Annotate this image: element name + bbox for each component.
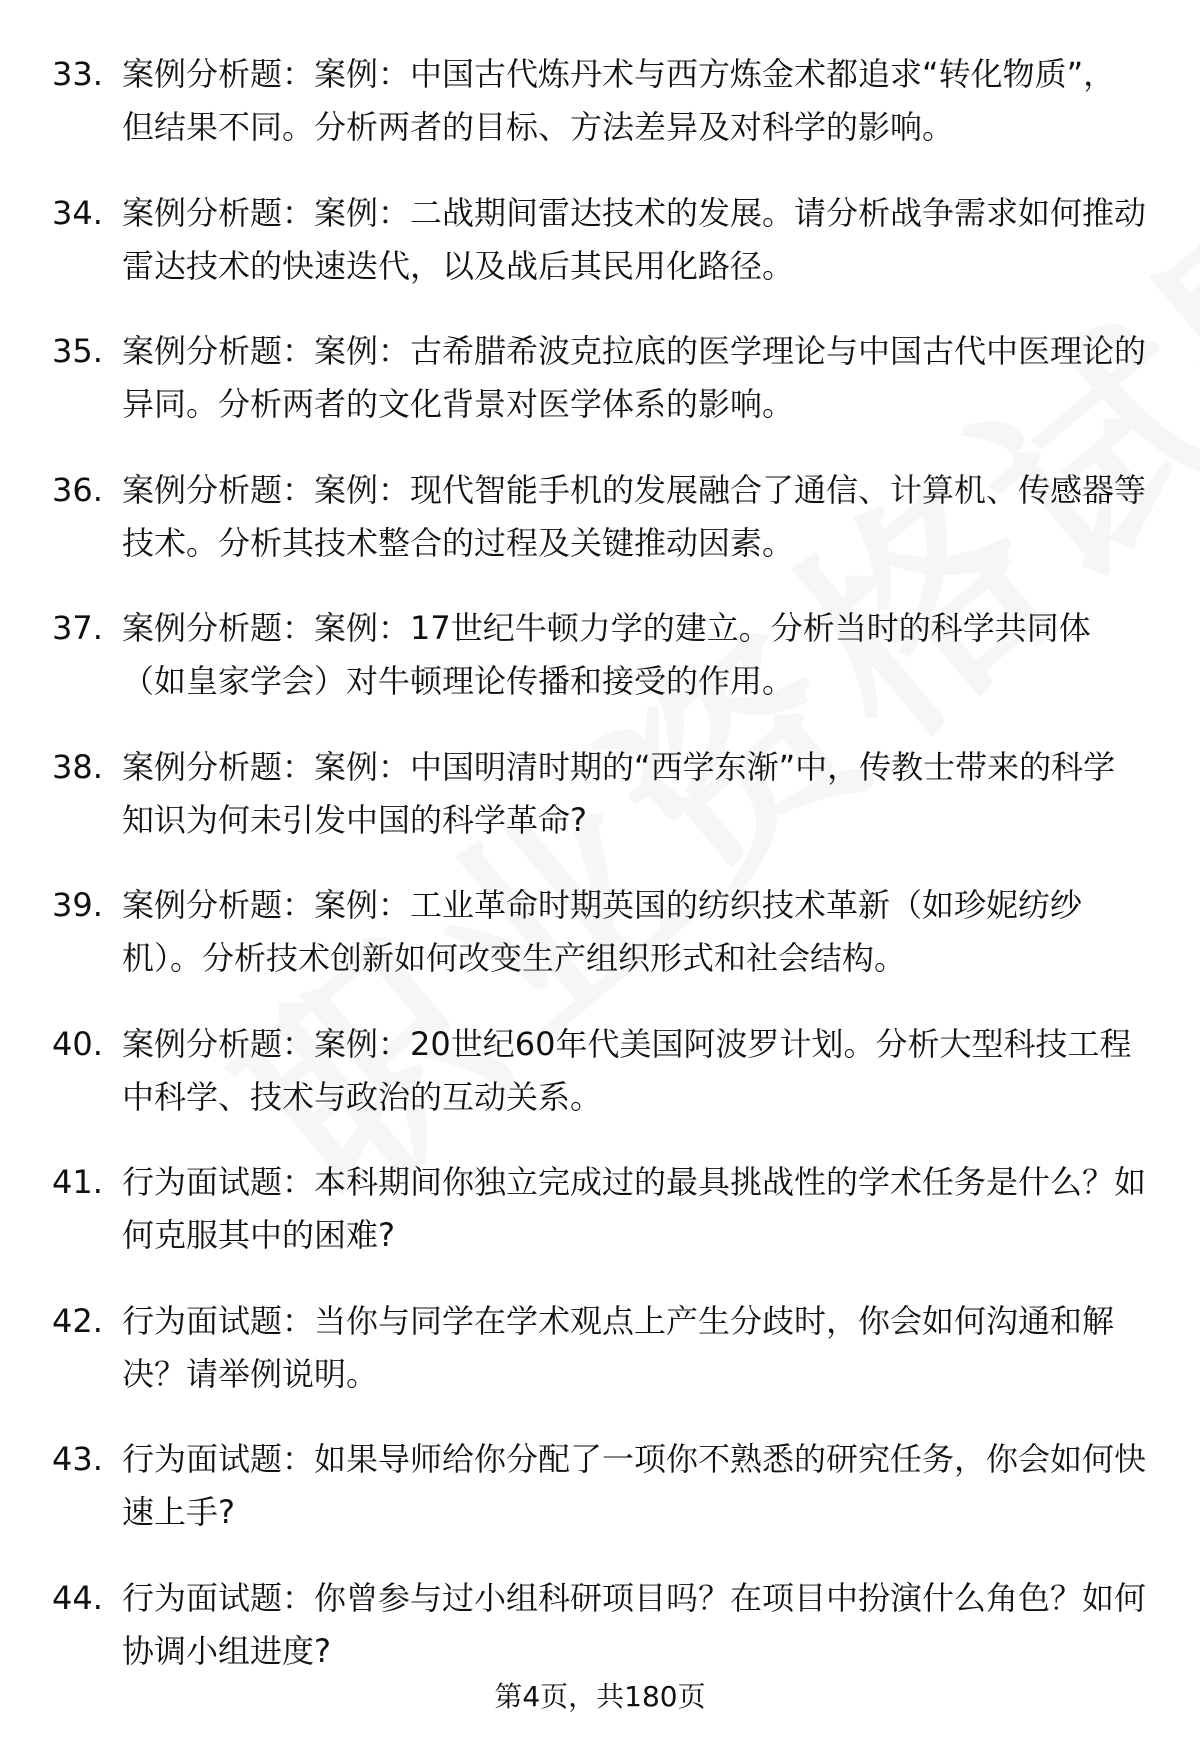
list-item (52, 187, 1152, 293)
list-item (52, 1433, 1152, 1539)
question-number: 43. (52, 1440, 103, 1478)
question-text: 案例分析题：案例：现代智能手机的发展融合了通信、计算机、传感器等技术。分析其技术整合的过程及关键推动因素。 (122, 470, 1147, 562)
list-item (52, 464, 1152, 570)
list-item (52, 879, 1152, 985)
question-number: 36. (52, 470, 103, 509)
question-number: 41. (52, 1163, 103, 1201)
question-text: 案例分析题：案例：17世纪牛顿力学的建立。分析当时的科学共同体（如皇家学会）对牛顿理论传播和接受的作用。 (122, 609, 1091, 700)
list-item (52, 602, 1152, 708)
question-text: 行为面试题：本科期间你独立完成过的最具挑战性的学术任务是什么？如何克服其中的困难? (122, 1163, 1147, 1254)
question-text: 行为面试题：你曾参与过小组科研项目吗？在项目中扮演什么角色？如何协调小组进度? (122, 1578, 1147, 1670)
question-number: 42. (52, 1301, 103, 1340)
question-text: 案例分析题：案例：中国明清时期的“西学东渐”中，传教士带来的科学知识为何未引发中国的科学革命? (122, 747, 1116, 839)
list-item (52, 741, 1152, 847)
question-number: 38. (52, 747, 103, 786)
page-footer: 第4页，共180页 (494, 1680, 706, 1713)
question-number: 37. (52, 609, 103, 647)
list-item (52, 1572, 1152, 1678)
question-number: 40. (52, 1024, 103, 1063)
question-text: 行为面试题：如果导师给你分配了一项你不熟悉的研究任务，你会如何快速上手? (122, 1440, 1147, 1531)
question-text: 案例分析题：案例：工业革命时期英国的纺织技术革新（如珍妮纺纱机）。分析技术创新如何改变生产组织形式和社会结构。 (122, 886, 1083, 977)
question-list (52, 48, 1152, 1710)
list-item (52, 1295, 1152, 1401)
list-item (52, 325, 1152, 431)
question-number: 44. (52, 1578, 103, 1617)
question-text: 案例分析题：案例：20世纪60年代美国阿波罗计划。分析大型科技工程中科学、技术与政治的互动关系。 (122, 1024, 1132, 1116)
question-text: 案例分析题：案例：中国古代炼丹术与西方炼金术都追求“转化物质”，但结果不同。分析两者的目标、方法差异及对科学的影响。 (122, 55, 1116, 146)
list-item (52, 1018, 1152, 1124)
list-item (52, 1156, 1152, 1262)
question-text: 案例分析题：案例：二战期间雷达技术的发展。请分析战争需求如何推动雷达技术的快速迭代，以及战后其民用化路径。 (122, 193, 1147, 285)
question-number: 35. (52, 332, 103, 370)
question-text: 行为面试题：当你与同学在学术观点上产生分歧时，你会如何沟通和解决？请举例说明。 (122, 1301, 1115, 1393)
question-number: 34. (52, 193, 103, 232)
question-text: 案例分析题：案例：古希腊希波克拉底的医学理论与中国古代中医理论的异同。分析两者的文化背景对医学体系的影响。 (122, 332, 1147, 423)
list-item (52, 48, 1152, 154)
question-number: 33. (52, 55, 103, 93)
question-number: 39. (52, 886, 103, 924)
